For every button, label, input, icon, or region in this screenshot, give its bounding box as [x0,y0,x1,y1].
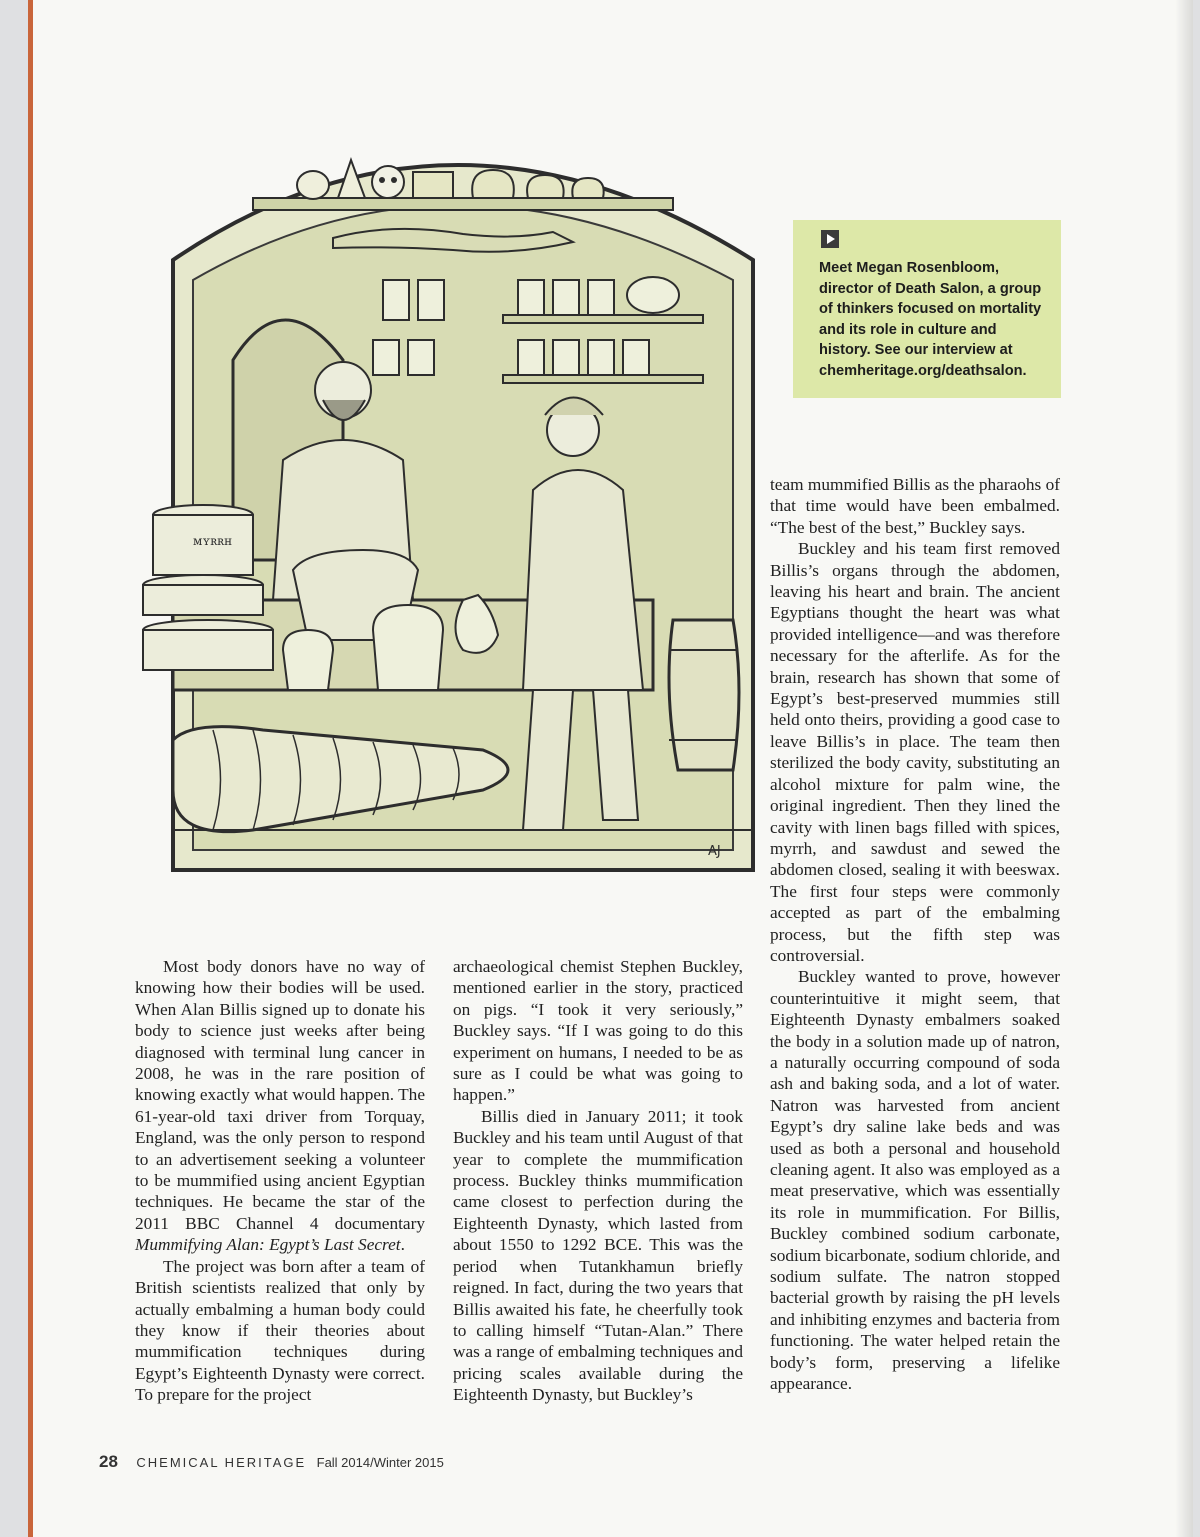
paragraph: Billis died in January 2011; it took Buckley and his team until August of that year to complete the mummification process. Buckley thinks mummification came closest to perfection during the Eighteenth Dynasty, which lasted from about 1550 to 1292 BCE. This was the period when Tutankhamun briefly reigned. In fact, during the two years that Billis awaited his fate, he cheerfully took to calling himself “Tutan-Alan.” There was a range of embalming techniques and pricing scales available during the Eighteenth Dynasty, but Buckley’s [453,1106,743,1405]
article-column-3 [770,474,1060,1394]
magazine-page [28,0,1193,1537]
paragraph: archaeological chemist Stephen Buckley, mentioned earlier in the story, practiced on pigs. “I took it very seriously,” Buckley says. “If I was going to do this experiment on humans, I needed to be as sure as I could be what was going to happen.” [453,957,743,1105]
sidebar-callout [793,220,1061,398]
play-icon[interactable] [821,230,839,248]
paragraph: The project was born after a team of British scientists realized that only by actually embalming a human body could they know if their theories about mummification techniques during Egypt’s Eighteenth Dynasty were correct. To prepare for the project [135,1256,425,1405]
page-footer [99,1452,444,1472]
page-number: 28 [99,1452,118,1471]
apothecary-illustration [133,130,773,880]
paragraph: Buckley and his team first removed Billis’s organs through the abdomen, leaving his heart and brain. The ancient Egyptians thought the heart was what provided intelligence—and was therefore necessary for the afterlife. As for the brain, research has shown that some of Egypt’s best-preserved mummies still held onto theirs, providing a good case to leave Billis’s in place. The team then sterilized the body cavity, substituting an alcohol mixture for palm wine, the original ingredient. Then they lined the cavity with linen bags filled with spices, myrrh, and sawdust and sewed the abdomen closed, sealing it with beeswax. The first four steps were commonly accepted as part of the embalming process, but the fifth step was controversial. [770,539,1060,965]
magazine-title: CHEMICAL HERITAGE [136,1455,307,1470]
paragraph: Buckley wanted to prove, however counterintuitive it might seem, that Eighteenth Dynasty embalmers soaked the body in a solution made up of natron, a naturally occurring compound of soda ash and baking soda, and a lot of water. Natron was harvested from ancient Egypt’s dry saline lake beds and was used as both a personal and household cleaning agent. It also was employed as a meat preservative, which was essentially its role in mummification. For Billis, Buckley combined sodium carbonate, sodium bicarbonate, sodium chloride, and sodium sulfate. The natron stopped bacterial growth by raising the pH levels and inhibiting enzymes and bacteria from functioning. The water helped retain the body’s form, preserving a lifelike appearance. [770,967,1060,1394]
issue-date: Fall 2014/Winter 2015 [316,1455,444,1470]
artist-signature: AJ [708,844,721,859]
sidebar-text: Meet Megan Rosenbloom, director of Death Salon, a group of thinkers focused on mortality and its role in culture and history. See our interview at chemheritage.org/deathsalon. [819,260,1042,379]
paragraph: Most body donors have no way of knowing how their bodies will be used. When Alan Billis signed up to donate his body to science just weeks after being diagnosed with terminal lung cancer in 2008, he was in the rare position of knowing exactly what would happen. The 61-year-old taxi driver from Torquay, England, was the only person to respond to an advertisement seeking a volunteer to be mummified using ancient Egyptian techniques. He became the star of the 2011 BBC Channel 4 documentary Mummifying Alan: Egypt’s Last Secret. [135,957,425,1255]
jar-label: ᴍʏʀʀʜ [193,534,233,548]
article-column-1 [135,956,425,1406]
paragraph: team mummified Billis as the pharaohs of that time would have been embalmed. “The best of the best,” Buckley says. [770,475,1060,537]
spine-shadow [1175,0,1193,1537]
article-column-2 [453,956,743,1406]
